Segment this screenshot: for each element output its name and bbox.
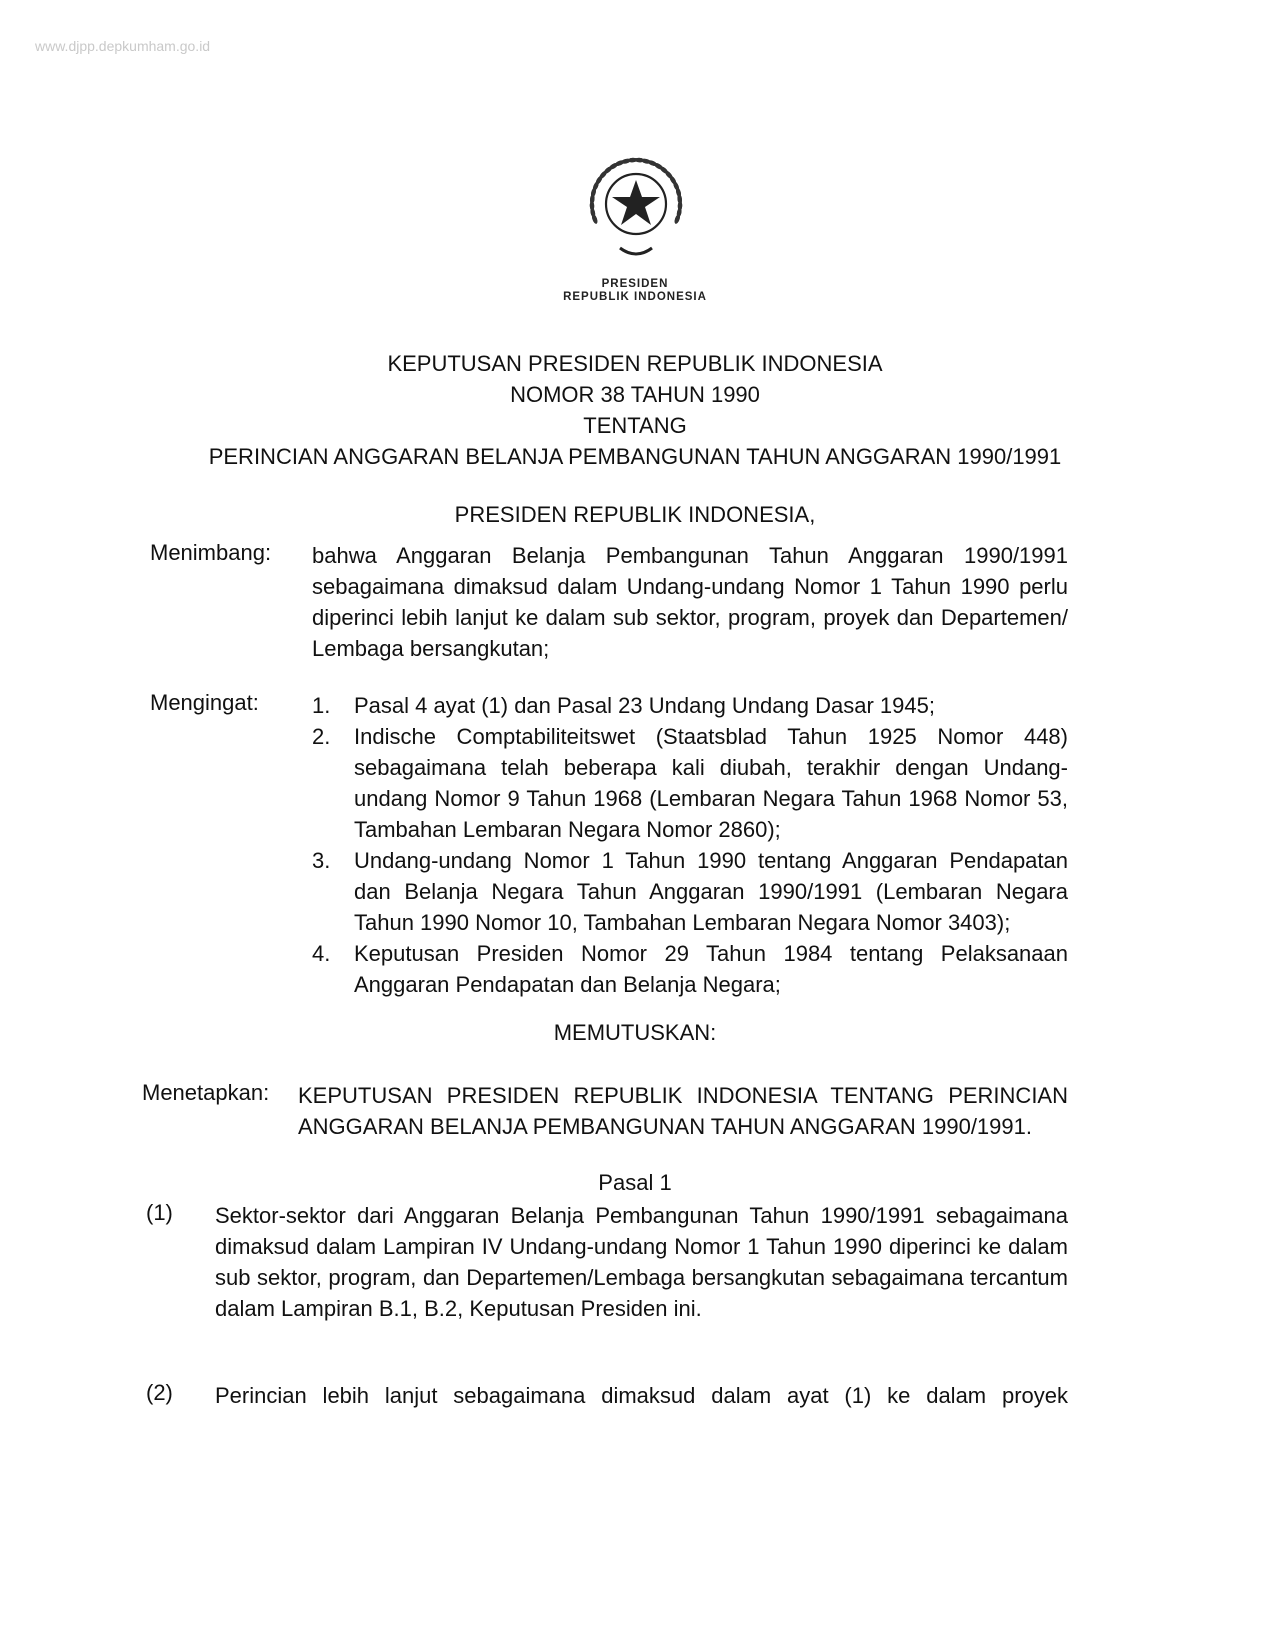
watermark-url: www.djpp.depkumham.go.id xyxy=(35,38,211,54)
president-heading: PRESIDEN REPUBLIK INDONESIA, xyxy=(454,502,816,527)
menimbang-text: bahwa Anggaran Belanja Pembangunan Tahun Anggaran 1990/1991 sebagaimana dimaksud dalam Undang-undang Nomor 1 Tahun 1990 perlu diperinci lebih lanjut ke dalam sub sektor, program, proyek dan Departemen/ Lembaga bersangkutan; xyxy=(312,543,1068,661)
seal-caption xyxy=(500,278,770,304)
title-line3: TENTANG xyxy=(583,413,687,438)
list-item xyxy=(312,845,1068,938)
memutuskan-heading: MEMUTUSKAN: xyxy=(553,1020,717,1045)
ayat-1-number: (1) xyxy=(146,1200,173,1225)
list-item-text: Undang-undang Nomor 1 Tahun 1990 tentang Anggaran Pendapatan dan Belanja Negara Tahun Anggaran 1990/1991 (Lembaran Negara Tahun 1990 Nomor 10, Tambahan Lembaran Negara Nomor 3403); xyxy=(354,848,1068,935)
list-item-text: Indische Comptabiliteitswet (Staatsblad Tahun 1925 Nomor 448) sebagaimana telah beberapa kali diubah, terakhir dengan Undang-undang Nomor 9 Tahun 1968 (Lembaran Negara Tahun 1968 Nomor 53, Tambahan Lembaran Negara Nomor 2860); xyxy=(354,724,1068,842)
title-line2: NOMOR 38 TAHUN 1990 xyxy=(510,382,760,407)
menetapkan-label: Menetapkan: xyxy=(142,1080,270,1105)
list-item-text: Keputusan Presiden Nomor 29 Tahun 1984 tentang Pelaksanaan Anggaran Pendapatan dan Belanja Negara; xyxy=(354,941,1068,997)
list-item-text: Pasal 4 ayat (1) dan Pasal 23 Undang Undang Dasar 1945; xyxy=(354,693,935,718)
mengingat-label: Mengingat: xyxy=(150,690,259,715)
ayat-2-number: (2) xyxy=(146,1380,173,1405)
document-title xyxy=(140,348,1130,472)
list-item-number: 4. xyxy=(312,941,331,966)
list-item xyxy=(312,690,1068,721)
title-line4: PERINCIAN ANGGARAN BELANJA PEMBANGUNAN TAHUN ANGGARAN 1990/1991 xyxy=(208,444,1062,469)
menetapkan-text: KEPUTUSAN PRESIDEN REPUBLIK INDONESIA TENTANG PERINCIAN ANGGARAN BELANJA PEMBANGUNAN TAHUN ANGGARAN 1990/1991. xyxy=(298,1083,1068,1139)
menimbang-label: Menimbang: xyxy=(150,540,272,565)
seal-caption-line2: REPUBLIK INDONESIA xyxy=(563,291,707,303)
presidential-seal-icon xyxy=(582,152,690,262)
pasal-1-heading: Pasal 1 xyxy=(598,1170,672,1195)
ayat-1-text: Sektor-sektor dari Anggaran Belanja Pembangunan Tahun 1990/1991 sebagaimana dimaksud dalam Lampiran IV Undang-undang Nomor 1 Tahun 1990 diperinci ke dalam sub sektor, program, dan Departemen/Lembaga bersangkutan sebagaimana tercantum dalam Lampiran B.1, B.2, Keputusan Presiden ini. xyxy=(215,1203,1068,1321)
list-item xyxy=(312,721,1068,845)
ayat-2-text: Perincian lebih lanjut sebagaimana dimaksud dalam ayat (1) ke dalam proyek xyxy=(215,1383,1068,1408)
seal-caption-line1: PRESIDEN xyxy=(601,278,669,290)
list-item-number: 2. xyxy=(312,724,331,749)
list-item xyxy=(312,938,1068,1000)
list-item-number: 3. xyxy=(312,848,331,873)
title-line1: KEPUTUSAN PRESIDEN REPUBLIK INDONESIA xyxy=(387,351,883,376)
list-item-number: 1. xyxy=(312,693,331,718)
mengingat-list xyxy=(312,690,1068,1000)
